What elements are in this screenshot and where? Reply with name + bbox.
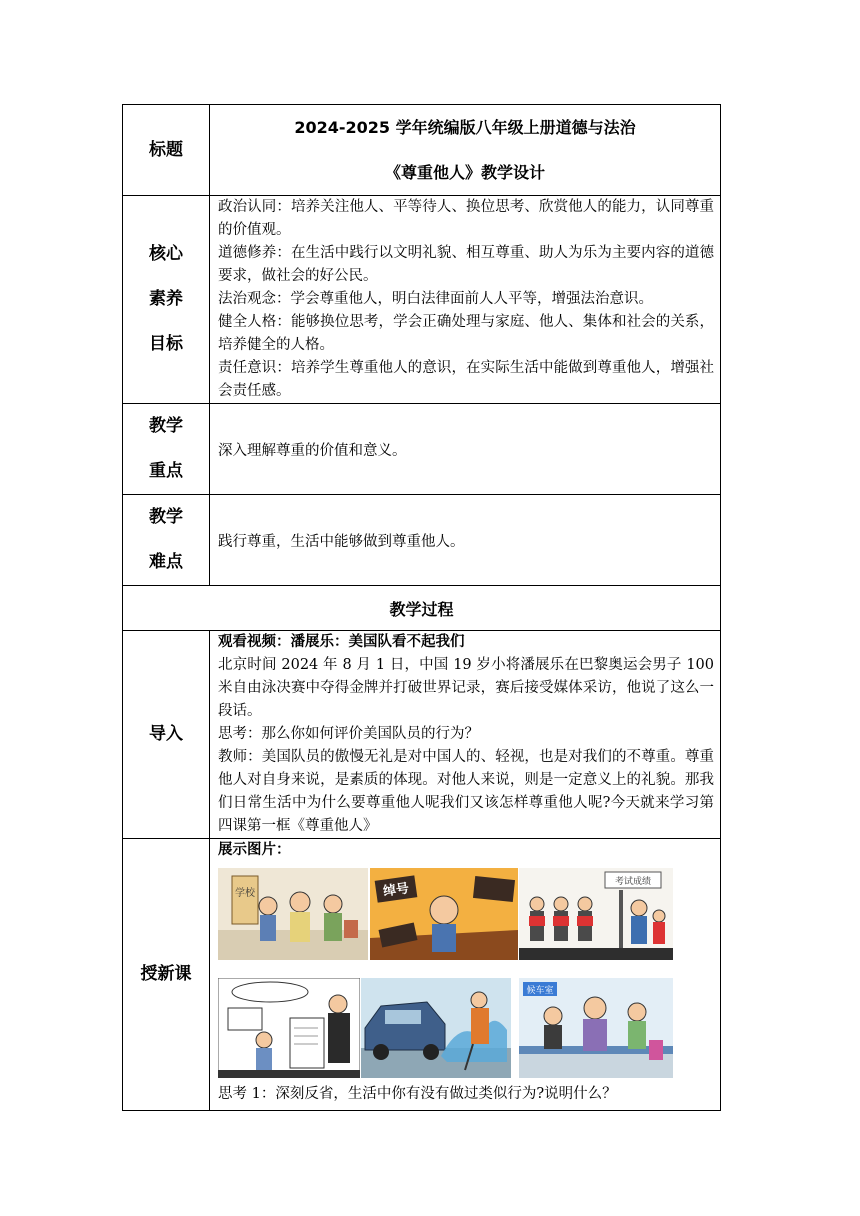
waiting-room-sign-text: 候车室: [526, 986, 554, 996]
key-points-row: [123, 404, 721, 495]
school-sign-text: 学校: [235, 888, 255, 899]
car-splash-image: [361, 978, 511, 1078]
title-row: [123, 105, 721, 196]
show-images-heading: 展示图片：: [218, 842, 291, 858]
goal-item: 法治观念：学会尊重他人，明白法律面前人人平等，增强法治意识。: [218, 291, 653, 307]
title-line-1: 2024-2025 学年统编版八年级上册道德与法治: [294, 118, 636, 137]
nickname-sign-text: 绰号: [382, 881, 411, 900]
goals-label: [123, 196, 210, 404]
process-heading-row: [123, 586, 721, 631]
goals-content: [210, 196, 721, 404]
office-scolding-image: [218, 978, 360, 1078]
title-label: 标题: [123, 105, 210, 196]
exam-scores-image: [519, 868, 673, 960]
teacher-remarks: 教师：美国队员的傲慢无礼是对中国人的、轻视，也是对我们的不尊重。尊重他人对自身来说，是素质的体现。对他人来说，则是一定意义上的礼貌。那我们日常生活中为什么要尊重他人呢我们又该怎样尊重他人呢?今天就来学习第四课第一框《尊重他人》: [218, 749, 714, 834]
school-bullying-image: [218, 868, 368, 960]
intro-label: 导入: [123, 631, 210, 839]
goal-item: 政治认同：培养关注他人、平等待人、换位思考、欣赏他人的能力，认同尊重的价值观。: [218, 199, 714, 238]
document-title: [210, 105, 721, 196]
key-points-label-line: 重点: [149, 461, 183, 481]
difficulties-text: 践行尊重，生活中能够做到尊重他人。: [210, 495, 721, 586]
intro-row: [123, 631, 721, 839]
goals-row: [123, 196, 721, 404]
exam-sign-text: 考试成绩: [614, 877, 652, 887]
intro-content: [210, 631, 721, 839]
intro-paragraph: 北京时间 2024 年 8 月 1 日，中国 19 岁小将潘展乐在巴黎奥运会男子 100 米自由泳决赛中夺得金牌并打破世界记录，赛后接受媒体采访，他说了这么一段话。: [218, 657, 714, 719]
new-lesson-label: 授新课: [123, 839, 210, 1111]
goal-item: 健全人格：能够换位思考，学会正确处理与家庭、他人、集体和社会的关系，培养健全的人格。: [218, 314, 714, 353]
goal-item: 责任意识：培养学生尊重他人的意识，在实际生活中能做到尊重他人，增强社会责任感。: [218, 360, 714, 399]
nickname-image: [370, 868, 518, 960]
goals-label-line: 素养: [149, 289, 183, 309]
difficulties-label-line: 教学: [149, 507, 183, 527]
image-gallery: [218, 868, 714, 1083]
title-line-2: 《尊重他人》教学设计: [384, 163, 545, 182]
lesson-plan-table: [122, 104, 721, 1111]
key-points-label: [123, 404, 210, 495]
new-lesson-row: [123, 839, 721, 1111]
waiting-room-image: [519, 978, 673, 1078]
goals-label-line: 核心: [149, 244, 183, 264]
new-lesson-content: [210, 839, 721, 1111]
process-heading: 教学过程: [123, 586, 721, 631]
goal-item: 道德修养：在生活中践行以文明礼貌、相互尊重、助人为乐为主要内容的道德要求，做社会的好公民。: [218, 245, 714, 284]
difficulties-label: [123, 495, 210, 586]
difficulties-label-line: 难点: [149, 552, 183, 572]
key-points-label-line: 教学: [149, 416, 183, 436]
think-question-1: 思考 1：深刻反省，生活中你有没有做过类似行为?说明什么？: [218, 1086, 617, 1102]
goals-label-line: 目标: [149, 334, 183, 354]
intro-question: 思考：那么你如何评价美国队员的行为？: [218, 726, 479, 742]
video-title: 观看视频：潘展乐：美国队看不起我们: [218, 634, 465, 650]
difficulties-row: [123, 495, 721, 586]
key-points-text: 深入理解尊重的价值和意义。: [210, 404, 721, 495]
